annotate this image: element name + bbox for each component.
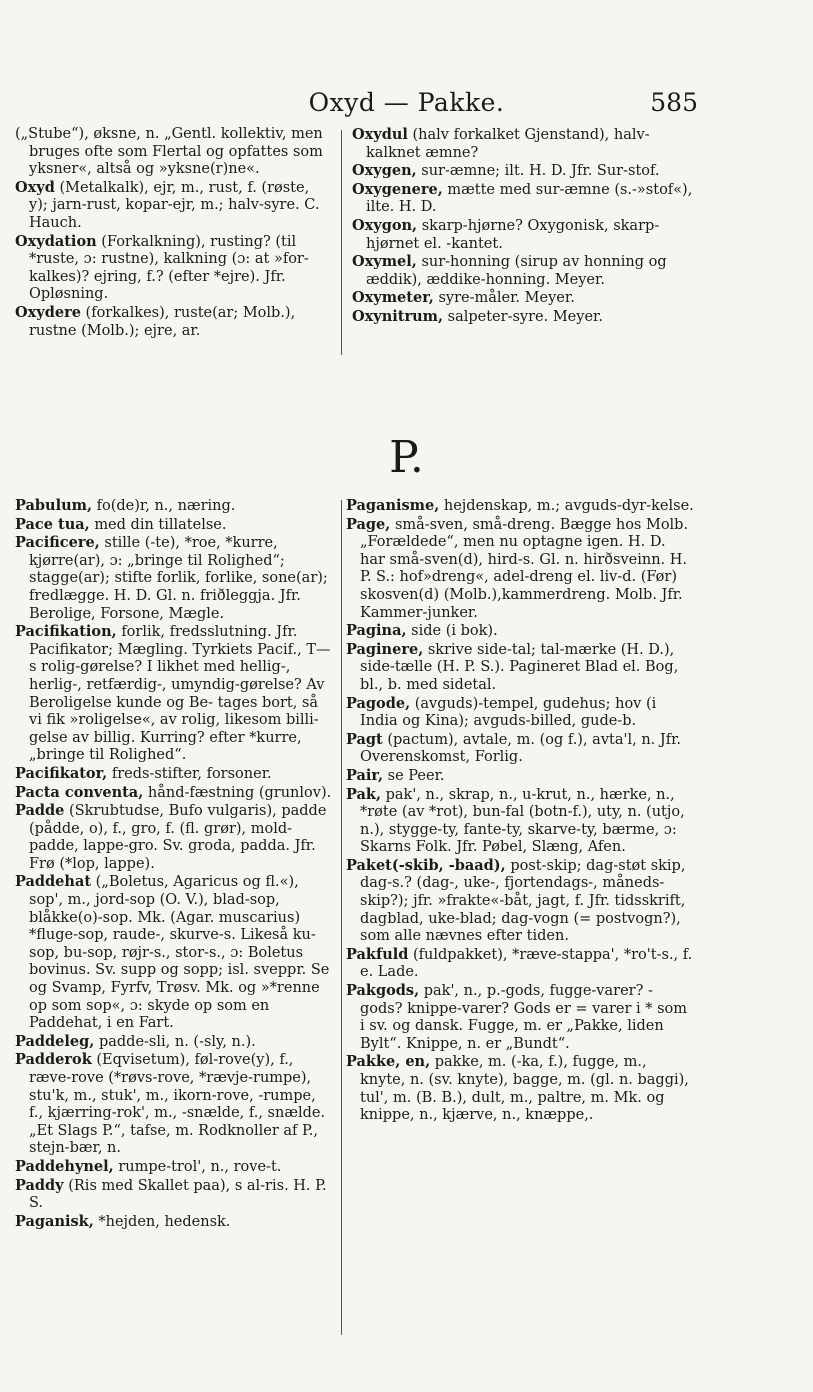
definition-text: post-skip; dag-støt skip, dag-s.? (dag-, uke-, fjortendags-, måneds-skip?); jfr. »frakte«-båt, jagt, f. Jfr. tidsskrift, dagblad, uke-blad; dag-vogn (= postvogn?), som alle nævnes efter tiden. — [360, 857, 686, 945]
definition-text: forlik, fredsslutning. Jfr. Pacifikator; Mægling. Tyrkiets Pacif., T—s rolig-gørelse? I likhet med hellig-, herlig-, retfærdig-, umyndig-gørelse? Av Beroligelse kunde og Be- tages bort, så vi fik »roligelse«, av rolig, likesom billi-gelse av billig. Kurring? efter *kurre, „bringe til Rolighed“. — [29, 624, 331, 764]
definition-text: salpeter-syre. Meyer. — [447, 308, 603, 325]
definition-text: (forkalkes), ruste(ar; Molb.), rustne (Molb.); ejre, ar. — [29, 304, 296, 339]
definition-text: hånd-fæstning (grunlov). — [147, 784, 332, 801]
headword: Oxygen, — [352, 162, 417, 180]
page-number: 585 — [650, 88, 698, 117]
bottom-left-column — [15, 497, 333, 1231]
dictionary-entry — [15, 304, 331, 340]
dictionary-entry — [15, 765, 333, 784]
headword: Padde — [15, 802, 65, 820]
running-title: Oxyd — Pakke. — [308, 88, 505, 117]
definition-text: sur-æmne; ilt. H. D. Jfr. Sur-stof. — [421, 163, 660, 180]
headword: Pagina, — [346, 622, 407, 640]
definition-text: pakke, m. (-ka, f.), fugge, m., knyte, n. (sv. knyte), bagge, m. (gl. n. baggi), tul', m. (B. B.), dult, m., paltre, m. Mk. og knippe, n., kjærve, n., knæppe,. — [360, 1054, 689, 1124]
dictionary-entry — [346, 982, 695, 1053]
dictionary-entry — [346, 857, 695, 946]
top-left-column — [15, 126, 331, 340]
dictionary-entry — [352, 126, 697, 162]
definition-text: (halv forkalket Gjenstand), halv-kalknet æmne? — [366, 127, 650, 161]
headword: Oxynitrum, — [352, 307, 444, 325]
headword: Pak, — [346, 785, 382, 803]
dictionary-entry — [346, 946, 695, 982]
definition-text: se Peer. — [387, 767, 445, 784]
headword: Pacifikator, — [15, 764, 108, 782]
definition-text: padde-sli, n. (-sly, n.). — [98, 1033, 256, 1050]
headword: Paddy — [15, 1176, 64, 1194]
dictionary-entry — [346, 516, 695, 623]
dictionary-entry — [15, 233, 331, 304]
definition-text: pak', n., p.-gods, fugge-varer? -gods? knippe-varer? Gods er = varer i * som i sv. og dansk. Fugge, m. er „Pakke, liden Bylt“. Knippe, n. er „Bundt“. — [360, 983, 688, 1052]
headword: Paddehynel, — [15, 1157, 114, 1175]
headword: Paddeleg, — [15, 1032, 95, 1050]
definition-text: med din tillatelse. — [94, 516, 227, 533]
dictionary-entry — [15, 1177, 333, 1213]
headword: Paket(-skib, -baad), — [346, 856, 506, 874]
definition-text: (Eqvisetum), føl-rove(y), f., ræve-rove (*røvs-rove, *rævje-rumpe), stu'k, m., stuk', m., ikorn-rove, -rumpe, f., kjærring-rok', m., -snælde, f., snælde. „Et Slags P.“, tafse, m. Rodknoller af P., stejn-bær, n. — [29, 1052, 326, 1157]
definition-text: („Stube“), øksne, n. „Gentl. kollektiv, men bruges ofte som Flertal og opfattes som yksner«, altså og »yksne(r)ne«. — [15, 126, 323, 178]
definition-text: stille (-te), *roe, *kurre, kjørre(ar), ɔ: „bringe til Rolighed“; stagge(ar); stifte forlik, forlike, sone(ar); fredlægge. H. D. Gl. n. friðleggja. Jfr. Berolige, Forsone, Mægle. — [29, 535, 328, 622]
definition-text: sur-honning (sirup av honning og æddik), æddike-honning. Meyer. — [366, 254, 667, 288]
definition-text: *hejden, hedensk. — [98, 1213, 231, 1230]
dictionary-entry — [15, 126, 331, 179]
headword: Oxydul — [352, 126, 408, 143]
definition-text: („Boletus, Agaricus og fl.«), sop', m., jord-sop (O. V.), blad-sop, blåkke(o)-sop. Mk. (Agar. muscarius) *fluge-sop, raude-, skurve-s. Likeså ku-sop, bu-sop, røjr-s., stor-s., ɔ: Boletus bovinus. Sv. supp og sopp; isl. sveppr. Se og Svamp, Fyrfv, Trøsv. Mk. og »*renne op som sop«, ɔ: skyde op som en Paddehat, i en Fart. — [29, 874, 330, 1032]
column-divider — [341, 500, 342, 1335]
headword: Oxydation — [15, 232, 97, 250]
definition-text: hejdenskap, m.; avguds-dyr-kelse. — [443, 498, 694, 514]
dictionary-entry — [15, 802, 333, 873]
headword: Padderok — [15, 1051, 92, 1069]
dictionary-entry — [15, 1158, 333, 1177]
headword: Oxydere — [15, 303, 81, 321]
definition-text: skarp-hjørne? Oxygonisk, skarp-hjørnet el. -kantet. — [366, 217, 660, 252]
dictionary-entry — [346, 695, 695, 731]
headword: Oxygenere, — [352, 180, 443, 198]
definition-text: små-sven, små-dreng. Bægge hos Molb. „Forældede“, men nu optagne igen. H. D. har små-sven(d), hird-s. Gl. n. hirðsveinn. H. P. S.: hof»dreng«, adel-dreng el. liv-d. (Før) skosven(d) (Molb.),kammerdreng. Molb. Jfr. Kammer-junker. — [360, 516, 689, 621]
headword: Pace tua, — [15, 515, 90, 533]
headword: Oxymel, — [352, 253, 417, 271]
headword: Pacificere, — [15, 534, 100, 552]
headword: Pakgods, — [346, 982, 420, 1000]
dictionary-entry — [15, 534, 333, 623]
definition-text: (fuldpakket), *ræve-stappa', *ro't-s., f. e. Lade. — [360, 946, 693, 981]
dictionary-entry — [352, 162, 697, 181]
column-divider — [341, 130, 342, 355]
definition-text: side (i bok). — [411, 623, 498, 640]
headword: Pagt — [346, 730, 383, 748]
definition-text: (Metalkalk), ejr, m., rust, f. (røste, y); jarn-rust, kopar-ejr, m.; halv-syre. C. Hauch. — [29, 179, 320, 231]
dictionary-entry — [346, 767, 695, 786]
headword: Paginere, — [346, 640, 424, 658]
dictionary-entry — [346, 786, 695, 857]
headword: Oxygon, — [352, 216, 418, 234]
headword: Pakfuld — [346, 945, 409, 963]
dictionary-entry — [346, 641, 695, 695]
definition-text: fo(de)r, n., næring. — [96, 498, 236, 514]
dictionary-entry — [346, 731, 695, 767]
headword: Pagode, — [346, 694, 411, 712]
definition-text: rumpe-trol', n., rove-t. — [118, 1158, 282, 1175]
definition-text: (Skrubtudse, Bufo vulgaris), padde (pådde, o), f., gro, f. (fl. grør), mold-padde, lappe-gro. Sv. groda, padda. Jfr. Frø (*lop, lappe). — [29, 803, 327, 872]
top-right-column — [352, 126, 697, 327]
definition-text: (Forkalkning), rusting? (til *ruste, ɔ: rustne), kalkning (ɔ: at »for-kalkes)? ejring, f.? (efter *ejre). Jfr. Opløsning. — [29, 233, 309, 303]
dictionary-entry — [15, 516, 333, 535]
headword: Pacifikation, — [15, 623, 117, 641]
section-letter: P. — [389, 432, 424, 483]
dictionary-entry — [15, 623, 333, 765]
definition-text: mætte med sur-æmne (s.-»stof«), ilte. H. D. — [366, 181, 693, 216]
definition-text: (pactum), avtale, m. (og f.), avta'l, n. Jfr. Overenskomst, Forlig. — [360, 731, 682, 766]
headword: Page, — [346, 515, 391, 533]
definition-text: (avguds)-tempel, gudehus; hov (i India og Kina); avguds-billed, gude-b. — [360, 695, 657, 730]
dictionary-entry — [15, 497, 333, 516]
definition-text: pak', n., skrap, n., u-krut, n., hærke, n., *røte (av *rot), bun-fal (botn-f.), uty, n. (utjo, n.), stygge-ty, fante-ty, skarve-ty, bærme, ɔ: Skarns Folk. Jfr. Pøbel, Slæng, Afen. — [360, 786, 685, 856]
dictionary-entry — [15, 873, 333, 1032]
dictionary-entry — [346, 622, 695, 641]
headword: Oxymeter, — [352, 289, 434, 307]
dictionary-entry — [15, 784, 333, 803]
dictionary-entry — [15, 179, 331, 233]
dictionary-entry — [15, 1033, 333, 1052]
definition-text: syre-måler. Meyer. — [438, 290, 575, 307]
headword: Pakke, en, — [346, 1053, 431, 1071]
dictionary-entry — [352, 181, 697, 217]
bottom-right-column — [346, 497, 695, 1125]
dictionary-entry — [352, 217, 697, 253]
definition-text: (Ris med Skallet paa), s al-ris. H. P. S. — [29, 1177, 327, 1212]
headword: Pabulum, — [15, 497, 93, 514]
definition-text: freds-stifter, forsoner. — [111, 765, 272, 782]
dictionary-entry — [352, 253, 697, 289]
dictionary-entry — [352, 289, 697, 308]
dictionary-entry — [352, 308, 697, 327]
dictionary-entry — [15, 1213, 333, 1232]
definition-text: skrive side-tal; tal-mærke (H. D.), side-tælle (H. P. S.). Pagineret Blad el. Bog, bl., b. med sidetal. — [360, 641, 679, 693]
headword: Paganisk, — [15, 1212, 94, 1230]
headword: Oxyd — [15, 178, 55, 196]
headword: Paddehat — [15, 873, 92, 891]
headword: Pair, — [346, 766, 384, 784]
page-header — [0, 88, 813, 128]
headword: Pacta conventa, — [15, 783, 144, 801]
dictionary-entry — [346, 1053, 695, 1124]
headword: Paganisme, — [346, 497, 440, 514]
dictionary-entry — [15, 1051, 333, 1158]
dictionary-entry — [346, 497, 695, 516]
